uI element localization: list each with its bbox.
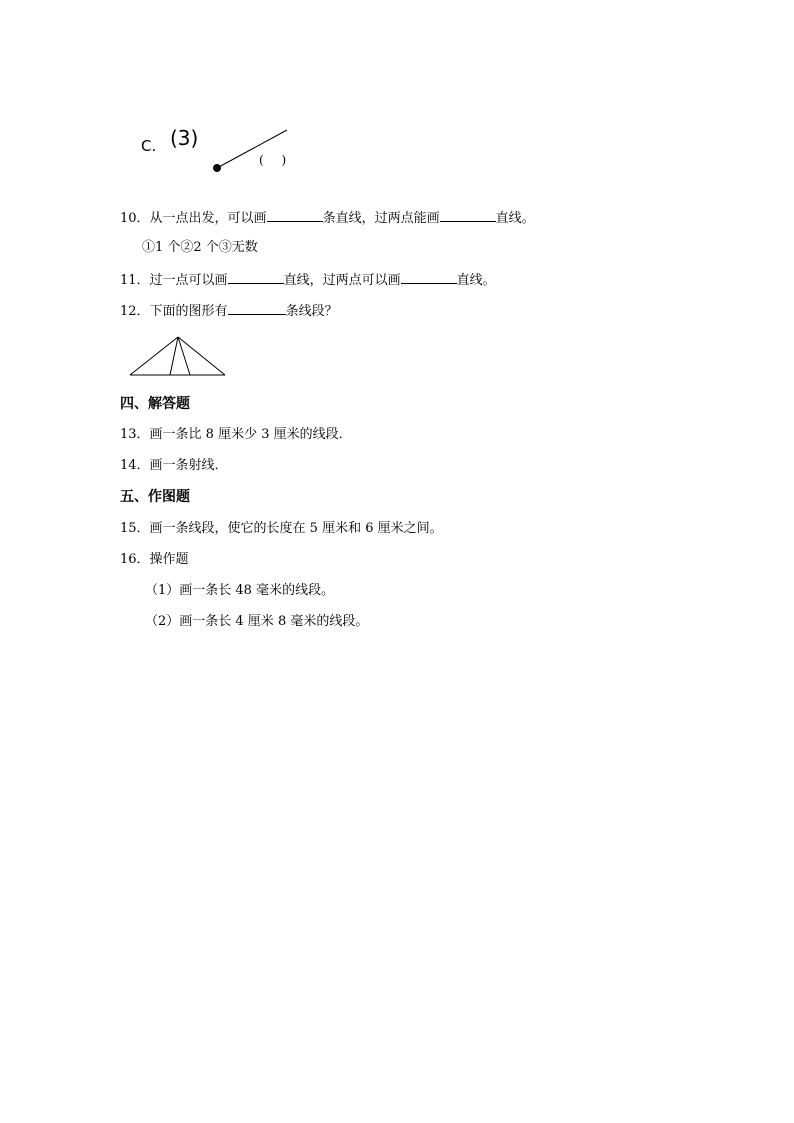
ray-figure: [210, 125, 300, 175]
q12-text-1: 下面的图形有: [149, 304, 228, 319]
question-16-sub-1: （1）画一条长 48 毫米的线段。: [145, 583, 335, 598]
triangle-figure: [128, 334, 228, 379]
q10-text-2: 条直线，过两点能画: [322, 211, 440, 226]
ray-endpoint: [213, 164, 221, 172]
question-15: 15．画一条线段，使它的长度在 5 厘米和 6 厘米之间。: [120, 521, 443, 536]
item-c-answer-paren: ( ): [259, 153, 287, 167]
q11-text-1: 过一点可以画: [149, 273, 228, 288]
question-16-sub-2: （2）画一条长 4 厘米 8 毫米的线段。: [145, 614, 369, 629]
section-4-title: 四、解答题: [120, 396, 190, 412]
q12-number: 12．: [120, 304, 150, 319]
q10-text-3: 直线。: [495, 211, 535, 226]
question-10: [120, 208, 535, 228]
question-13: 13．画一条比 8 厘米少 3 厘米的线段．: [120, 427, 352, 442]
q10-blank-1[interactable]: [267, 208, 323, 222]
q11-text-3: 直线。: [456, 273, 496, 288]
q10-text-1: 从一点出发，可以画: [149, 211, 267, 226]
q12-blank[interactable]: [228, 301, 286, 315]
triangle-inner-line-2: [178, 337, 190, 375]
question-16: 16．操作题: [120, 552, 189, 567]
item-c-number: (3): [170, 126, 199, 150]
question-12: [120, 301, 338, 321]
q10-options: ①1 个②2 个③无数: [142, 240, 258, 255]
q12-text-2: 条线段？: [285, 304, 338, 319]
triangle-right-side: [178, 337, 225, 375]
q11-blank-1[interactable]: [228, 270, 284, 284]
q11-blank-2[interactable]: [401, 270, 457, 284]
q11-number: 11．: [120, 273, 150, 288]
q10-blank-2[interactable]: [440, 208, 496, 222]
q10-number: 10．: [120, 211, 150, 226]
question-11: [120, 270, 496, 290]
section-5-title: 五、作图题: [120, 489, 190, 505]
question-14: 14．画一条射线．: [120, 458, 228, 473]
q11-text-2: 直线，过两点可以画: [283, 273, 401, 288]
item-c-letter: C.: [141, 137, 157, 155]
